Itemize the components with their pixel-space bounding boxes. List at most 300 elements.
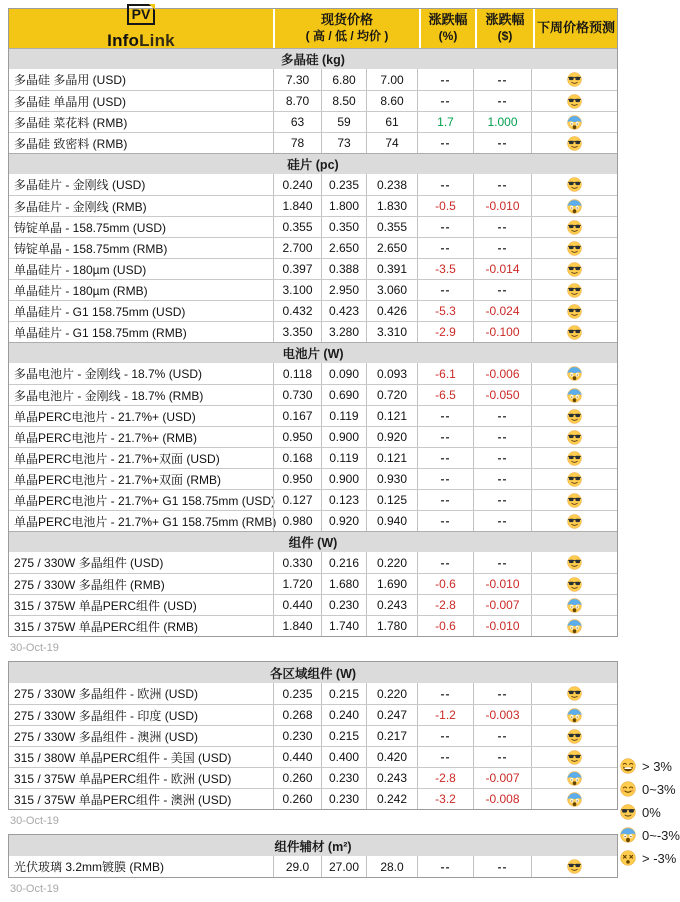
price-high-cell: 0.355 — [273, 217, 321, 237]
price-high-cell: 1.840 — [273, 196, 321, 216]
price-high-cell: 1.840 — [273, 616, 321, 636]
change-pct-cell: -- — [417, 280, 473, 300]
change-pct-cell: -- — [417, 238, 473, 258]
product-label: 单晶PERC电池片 - 21.7%+ (USD) — [14, 409, 196, 424]
product-label: 单晶PERC电池片 - 21.7%+双面 (USD) — [14, 451, 220, 466]
table-row — [9, 552, 617, 573]
price-high-cell: 0.167 — [273, 406, 321, 426]
product-label: 铸锭单晶 - 158.75mm (USD) — [14, 220, 167, 235]
product-label: 315 / 375W 单晶PERC组件 (RMB) — [14, 619, 199, 634]
change-pct-cell: -- — [417, 469, 473, 489]
table-row — [9, 746, 617, 767]
forecast-cell — [531, 91, 617, 111]
product-label: 多晶硅 单晶用 (USD) — [14, 94, 126, 109]
change-pct-cell: 1.7 — [417, 112, 473, 132]
price-low-cell: 73 — [321, 133, 366, 153]
price-report — [8, 8, 618, 902]
column-header-forecast: 下周价格预测 — [533, 9, 617, 48]
section-header: 多晶硅 (kg) — [9, 48, 617, 69]
table-row — [9, 405, 617, 426]
sunglasses-emoji-icon — [567, 72, 582, 87]
change-usd-cell: -0.010 — [473, 574, 531, 594]
price-high-cell: 0.235 — [273, 683, 321, 704]
pv-logo-icon: PV — [127, 4, 156, 25]
change-usd-cell: 1.000 — [473, 112, 531, 132]
scream-emoji-icon — [567, 792, 582, 807]
price-table — [8, 8, 618, 637]
price-low-cell: 0.215 — [321, 683, 366, 704]
forecast-cell — [531, 69, 617, 90]
price-high-cell: 0.260 — [273, 789, 321, 809]
legend-item — [620, 850, 680, 866]
change-usd-cell: -- — [473, 238, 531, 258]
product-label: 单晶硅片 - G1 158.75mm (RMB) — [14, 325, 187, 340]
forecast-cell — [531, 238, 617, 258]
change-pct-cell: -3.5 — [417, 259, 473, 279]
price-avg-cell: 0.355 — [366, 217, 417, 237]
price-avg-cell: 0.243 — [366, 768, 417, 788]
price-high-cell: 0.168 — [273, 448, 321, 468]
change-usd-cell: -0.007 — [473, 595, 531, 615]
price-avg-cell: 3.310 — [366, 322, 417, 342]
sunglasses-emoji-icon — [567, 220, 582, 235]
change-pct-cell: -- — [417, 69, 473, 90]
change-pct-cell: -- — [417, 217, 473, 237]
product-label: 单晶PERC电池片 - 21.7%+ G1 158.75mm (RMB) — [14, 514, 277, 529]
scream-emoji-icon — [567, 388, 582, 403]
price-high-cell: 0.980 — [273, 511, 321, 531]
product-label: 315 / 380W 单晶PERC组件 - 美国 (USD) — [14, 750, 232, 765]
product-label: 光伏玻璃 3.2mm镀膜 (RMB) — [14, 860, 165, 874]
change-usd-cell: -- — [473, 683, 531, 704]
change-usd-cell: -0.100 — [473, 322, 531, 342]
price-high-cell: 0.397 — [273, 259, 321, 279]
price-low-cell: 0.230 — [321, 768, 366, 788]
table-row — [9, 594, 617, 615]
table-row — [9, 90, 617, 111]
table-row — [9, 279, 617, 300]
sunglasses-emoji-icon — [567, 577, 582, 592]
change-usd-cell: -0.010 — [473, 616, 531, 636]
product-label: 单晶硅片 - 180µm (USD) — [14, 262, 147, 277]
table-row — [9, 767, 617, 788]
forecast-cell — [531, 490, 617, 510]
change-usd-cell: -- — [473, 552, 531, 573]
change-pct-cell: -- — [417, 91, 473, 111]
table-row — [9, 468, 617, 489]
scream-emoji-icon — [567, 366, 582, 381]
change-pct-cell: -- — [417, 726, 473, 746]
product-label: 315 / 375W 单晶PERC组件 - 澳洲 (USD) — [14, 792, 232, 807]
sunglasses-emoji-icon — [567, 409, 582, 424]
product-label: 单晶PERC电池片 - 21.7%+双面 (RMB) — [14, 472, 222, 487]
price-avg-cell: 2.650 — [366, 238, 417, 258]
change-usd-cell: -- — [473, 174, 531, 195]
table-row — [9, 426, 617, 447]
price-avg-cell: 0.720 — [366, 385, 417, 405]
price-avg-cell: 0.220 — [366, 552, 417, 573]
scream-emoji-icon — [567, 771, 582, 786]
forecast-cell — [531, 552, 617, 573]
change-usd-cell: -- — [473, 490, 531, 510]
price-low-cell: 6.80 — [321, 69, 366, 90]
change-usd-cell: -- — [473, 511, 531, 531]
price-low-cell: 0.388 — [321, 259, 366, 279]
scream-emoji-icon — [567, 115, 582, 130]
legend-label: > -3% — [642, 850, 677, 866]
section-header: 组件辅材 (m²) — [9, 835, 617, 856]
sunglasses-emoji-icon — [567, 451, 582, 466]
product-label: 单晶PERC电池片 - 21.7%+ G1 158.75mm (USD) — [14, 493, 276, 508]
product-label: 多晶硅片 - 金刚线 (USD) — [14, 178, 146, 192]
table-row — [9, 216, 617, 237]
legend-item — [620, 827, 680, 843]
sunglasses-emoji-icon — [567, 262, 582, 277]
change-usd-cell: -- — [473, 448, 531, 468]
price-low-cell: 0.423 — [321, 301, 366, 321]
price-avg-cell: 0.426 — [366, 301, 417, 321]
change-usd-cell: -- — [473, 856, 531, 877]
price-low-cell: 0.920 — [321, 511, 366, 531]
price-avg-cell: 0.940 — [366, 511, 417, 531]
change-usd-cell: -0.003 — [473, 705, 531, 725]
price-avg-cell: 8.60 — [366, 91, 417, 111]
price-low-cell: 0.216 — [321, 552, 366, 573]
price-high-cell: 0.268 — [273, 705, 321, 725]
price-high-cell: 0.440 — [273, 747, 321, 767]
price-avg-cell: 7.00 — [366, 69, 417, 90]
forecast-cell — [531, 856, 617, 877]
legend-item — [620, 758, 680, 774]
product-label: 铸锭单晶 - 158.75mm (RMB) — [14, 241, 168, 256]
sunglasses-emoji-icon — [567, 859, 582, 874]
smile-emoji-icon — [620, 781, 636, 797]
sunglasses-emoji-icon — [567, 555, 582, 570]
product-label: 多晶硅片 - 金刚线 (RMB) — [14, 199, 147, 214]
price-low-cell: 0.690 — [321, 385, 366, 405]
price-low-cell: 2.950 — [321, 280, 366, 300]
legend-item — [620, 804, 680, 820]
sunglasses-emoji-icon — [567, 241, 582, 256]
table-row — [9, 788, 617, 809]
product-label: 275 / 330W 多晶组件 (USD) — [14, 556, 164, 570]
table-row — [9, 321, 617, 342]
price-low-cell: 0.900 — [321, 469, 366, 489]
forecast-cell — [531, 574, 617, 594]
scream-emoji-icon — [567, 199, 582, 214]
change-pct-cell: -6.5 — [417, 385, 473, 405]
price-low-cell: 0.119 — [321, 448, 366, 468]
price-avg-cell: 0.420 — [366, 747, 417, 767]
price-high-cell: 0.330 — [273, 552, 321, 573]
change-usd-cell: -0.008 — [473, 789, 531, 809]
change-usd-cell: -0.006 — [473, 363, 531, 384]
sunglasses-emoji-icon — [567, 729, 582, 744]
price-avg-cell: 0.121 — [366, 448, 417, 468]
table-row — [9, 447, 617, 468]
price-avg-cell: 0.920 — [366, 427, 417, 447]
price-high-cell: 0.950 — [273, 427, 321, 447]
forecast-cell — [531, 322, 617, 342]
change-pct-cell: -- — [417, 406, 473, 426]
change-usd-cell: -- — [473, 133, 531, 153]
change-pct-cell: -- — [417, 490, 473, 510]
price-low-cell: 0.400 — [321, 747, 366, 767]
change-pct-cell: -1.2 — [417, 705, 473, 725]
price-high-cell: 63 — [273, 112, 321, 132]
table-row — [9, 132, 617, 153]
price-low-cell: 0.350 — [321, 217, 366, 237]
price-avg-cell: 0.121 — [366, 406, 417, 426]
sunglasses-emoji-icon — [567, 493, 582, 508]
price-avg-cell: 0.247 — [366, 705, 417, 725]
price-avg-cell: 1.830 — [366, 196, 417, 216]
forecast-cell — [531, 469, 617, 489]
price-avg-cell: 74 — [366, 133, 417, 153]
change-pct-cell: -2.9 — [417, 322, 473, 342]
price-low-cell: 27.00 — [321, 856, 366, 877]
table-row — [9, 615, 617, 636]
forecast-cell — [531, 747, 617, 767]
price-high-cell: 0.127 — [273, 490, 321, 510]
price-high-cell: 8.70 — [273, 91, 321, 111]
price-low-cell: 0.230 — [321, 789, 366, 809]
legend-item — [620, 781, 680, 797]
change-usd-cell: -0.007 — [473, 768, 531, 788]
price-avg-cell: 0.242 — [366, 789, 417, 809]
section-header: 各区域组件 (W) — [9, 662, 617, 683]
change-usd-cell: -- — [473, 747, 531, 767]
table-header-row — [9, 6, 617, 51]
column-header-change-usd: 涨跌幅 ($) — [475, 9, 533, 48]
product-label: 275 / 330W 多晶组件 - 印度 (USD) — [14, 708, 199, 723]
forecast-cell — [531, 259, 617, 279]
forecast-cell — [531, 511, 617, 531]
price-high-cell: 0.240 — [273, 174, 321, 195]
scream-emoji-icon — [567, 708, 582, 723]
forecast-cell — [531, 217, 617, 237]
legend-label: 0~3% — [642, 781, 676, 797]
price-low-cell: 0.900 — [321, 427, 366, 447]
product-label: 多晶硅 致密料 (RMB) — [14, 136, 128, 151]
price-high-cell: 0.260 — [273, 768, 321, 788]
change-usd-cell: -- — [473, 69, 531, 90]
price-avg-cell: 0.930 — [366, 469, 417, 489]
report-date: 30-Oct-19 — [10, 815, 59, 827]
change-pct-cell: -- — [417, 683, 473, 704]
forecast-cell — [531, 789, 617, 809]
table-row — [9, 237, 617, 258]
price-low-cell: 0.123 — [321, 490, 366, 510]
price-table — [8, 834, 618, 878]
table-row — [9, 384, 617, 405]
forecast-cell — [531, 406, 617, 426]
product-label: 315 / 375W 单晶PERC组件 (USD) — [14, 598, 197, 613]
sunglasses-emoji-icon — [567, 472, 582, 487]
product-label: 单晶PERC电池片 - 21.7%+ (RMB) — [14, 430, 198, 445]
sunglasses-emoji-icon — [567, 304, 582, 319]
report-date: 30-Oct-19 — [10, 883, 59, 895]
forecast-cell — [531, 726, 617, 746]
forecast-cell — [531, 280, 617, 300]
forecast-cell — [531, 174, 617, 195]
forecast-cell — [531, 595, 617, 615]
table-row — [9, 300, 617, 321]
column-header-spot-price: 现货价格 ( 高 / 低 / 均价 ) — [273, 9, 419, 48]
table-row — [9, 725, 617, 746]
change-usd-cell: -- — [473, 427, 531, 447]
change-usd-cell: -0.024 — [473, 301, 531, 321]
change-pct-cell: -6.1 — [417, 363, 473, 384]
legend-label: 0% — [642, 804, 661, 820]
forecast-cell — [531, 112, 617, 132]
table-row — [9, 258, 617, 279]
product-label: 单晶硅片 - 180µm (RMB) — [14, 283, 148, 298]
change-pct-cell: -- — [417, 174, 473, 195]
table-row — [9, 489, 617, 510]
change-pct-cell: -5.3 — [417, 301, 473, 321]
change-usd-cell: -- — [473, 217, 531, 237]
report-date: 30-Oct-19 — [10, 642, 59, 654]
grin-emoji-icon — [620, 758, 636, 774]
change-pct-cell: -- — [417, 552, 473, 573]
table-row — [9, 573, 617, 594]
forecast-cell — [531, 616, 617, 636]
forecast-legend — [620, 758, 680, 866]
price-low-cell: 0.215 — [321, 726, 366, 746]
price-low-cell: 1.800 — [321, 196, 366, 216]
price-low-cell: 0.090 — [321, 363, 366, 384]
forecast-cell — [531, 385, 617, 405]
sunglasses-emoji-icon — [567, 514, 582, 529]
price-low-cell: 0.235 — [321, 174, 366, 195]
product-label: 315 / 375W 单晶PERC组件 - 欧洲 (USD) — [14, 771, 232, 786]
price-avg-cell: 3.060 — [366, 280, 417, 300]
forecast-cell — [531, 301, 617, 321]
change-pct-cell: -0.5 — [417, 196, 473, 216]
price-low-cell: 0.240 — [321, 705, 366, 725]
product-label: 275 / 330W 多晶组件 - 澳洲 (USD) — [14, 729, 199, 744]
price-high-cell: 0.440 — [273, 595, 321, 615]
price-low-cell: 59 — [321, 112, 366, 132]
price-high-cell: 3.100 — [273, 280, 321, 300]
product-label: 多晶硅 多晶用 (USD) — [14, 73, 126, 87]
change-pct-cell: -0.6 — [417, 574, 473, 594]
change-pct-cell: -- — [417, 448, 473, 468]
table-row — [9, 69, 617, 90]
price-avg-cell: 0.238 — [366, 174, 417, 195]
price-high-cell: 2.700 — [273, 238, 321, 258]
change-pct-cell: -3.2 — [417, 789, 473, 809]
change-pct-cell: -0.6 — [417, 616, 473, 636]
forecast-cell — [531, 196, 617, 216]
change-pct-cell: -- — [417, 856, 473, 877]
price-avg-cell: 1.780 — [366, 616, 417, 636]
change-usd-cell: -0.014 — [473, 259, 531, 279]
change-pct-cell: -2.8 — [417, 768, 473, 788]
price-high-cell: 29.0 — [273, 856, 321, 877]
price-avg-cell: 0.220 — [366, 683, 417, 704]
price-avg-cell: 0.217 — [366, 726, 417, 746]
sunglasses-emoji-icon — [567, 325, 582, 340]
product-label: 275 / 330W 多晶组件 - 欧洲 (USD) — [14, 687, 199, 701]
table-row — [9, 111, 617, 132]
price-high-cell: 1.720 — [273, 574, 321, 594]
change-usd-cell: -- — [473, 469, 531, 489]
price-avg-cell: 28.0 — [366, 856, 417, 877]
sunglasses-emoji-icon — [620, 804, 636, 820]
product-label: 单晶硅片 - G1 158.75mm (USD) — [14, 304, 186, 319]
forecast-cell — [531, 705, 617, 725]
scream-emoji-icon — [567, 619, 582, 634]
legend-label: 0~-3% — [642, 827, 680, 843]
price-avg-cell: 0.243 — [366, 595, 417, 615]
price-high-cell: 78 — [273, 133, 321, 153]
change-usd-cell: -- — [473, 280, 531, 300]
sunglasses-emoji-icon — [567, 177, 582, 192]
legend-label: > 3% — [642, 758, 672, 774]
price-avg-cell: 61 — [366, 112, 417, 132]
sunglasses-emoji-icon — [567, 136, 582, 151]
section-header: 电池片 (W) — [9, 342, 617, 363]
change-pct-cell: -- — [417, 427, 473, 447]
sunglasses-emoji-icon — [567, 94, 582, 109]
price-low-cell: 0.230 — [321, 595, 366, 615]
table-row — [9, 683, 617, 704]
forecast-cell — [531, 683, 617, 704]
change-usd-cell: -0.010 — [473, 196, 531, 216]
scream-emoji-icon — [567, 598, 582, 613]
table-row — [9, 195, 617, 216]
change-pct-cell: -2.8 — [417, 595, 473, 615]
change-pct-cell: -- — [417, 511, 473, 531]
column-header-change-pct: 涨跌幅 (%) — [419, 9, 475, 48]
table-row — [9, 174, 617, 195]
price-avg-cell: 1.690 — [366, 574, 417, 594]
change-usd-cell: -0.050 — [473, 385, 531, 405]
price-low-cell: 2.650 — [321, 238, 366, 258]
forecast-cell — [531, 363, 617, 384]
price-low-cell: 0.119 — [321, 406, 366, 426]
sunglasses-emoji-icon — [567, 686, 582, 701]
logo-text: InfoLink — [107, 31, 175, 51]
price-high-cell: 0.432 — [273, 301, 321, 321]
section-header: 组件 (W) — [9, 531, 617, 552]
price-high-cell: 3.350 — [273, 322, 321, 342]
price-low-cell: 1.740 — [321, 616, 366, 636]
forecast-cell — [531, 768, 617, 788]
product-label: 多晶硅 菜花料 (RMB) — [14, 115, 128, 130]
price-avg-cell: 0.391 — [366, 259, 417, 279]
product-label: 多晶电池片 - 金刚线 - 18.7% (USD) — [14, 367, 203, 381]
price-low-cell: 3.280 — [321, 322, 366, 342]
price-avg-cell: 0.125 — [366, 490, 417, 510]
price-avg-cell: 0.093 — [366, 363, 417, 384]
pv-infolink-logo — [9, 6, 273, 51]
price-high-cell: 0.950 — [273, 469, 321, 489]
forecast-cell — [531, 133, 617, 153]
change-pct-cell: -- — [417, 747, 473, 767]
dizzy-emoji-icon — [620, 850, 636, 866]
section-header: 硅片 (pc) — [9, 153, 617, 174]
price-high-cell: 7.30 — [273, 69, 321, 90]
table-row — [9, 856, 617, 877]
forecast-cell — [531, 448, 617, 468]
price-high-cell: 0.118 — [273, 363, 321, 384]
change-usd-cell: -- — [473, 406, 531, 426]
table-row — [9, 363, 617, 384]
price-high-cell: 0.730 — [273, 385, 321, 405]
